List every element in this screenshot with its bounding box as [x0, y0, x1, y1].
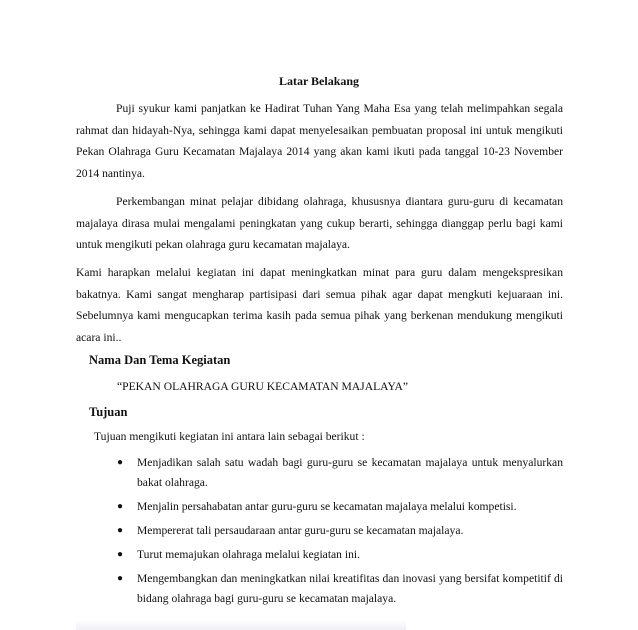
page-bottom-fade: [76, 620, 406, 630]
bullet-icon: ●: [117, 525, 124, 536]
goals-list: [117, 453, 563, 613]
bullet-icon: ●: [117, 549, 124, 560]
list-item: [117, 453, 563, 493]
paragraph-hope: Kami harapkan melalui kegiatan ini dapat meningkatkan minat para guru dalam mengekspresikan bakatnya. Kami sangat mengharap partisipasi dari semua pihak agar dapat mengkuti kejuaraan ini. Sebelumnya kami mengucapkan terima kasih pada semua pihak yang berkenan mendukung mengikuti acara ini..: [76, 266, 563, 344]
bullet-icon: ●: [117, 457, 124, 468]
paragraph-intro: Puji syukur kami panjatkan ke Hadirat Tuhan Yang Maha Esa yang telah melimpahkan segala rahmat dan hidayah-Nya, sehingga kami dapat menyelesaikan pembuatan proposal ini untuk mengikuti Pekan Olahraga Guru Kecamatan Majalaya 2014 yang akan kami ikuti pada tanggal 10-23 November 2014 nantinya.: [76, 102, 563, 180]
list-item: [117, 569, 563, 609]
page-title: Latar Belakang: [278, 74, 360, 88]
section-heading-name-theme: Nama Dan Tema Kegiatan: [89, 353, 231, 367]
section-heading-goals: Tujuan: [89, 405, 128, 419]
list-item-text: Mempererat tali persaudaraan antar guru-guru se kecamatan majalaya.: [137, 524, 464, 537]
list-item-text: Menjalin persahabatan antar guru-guru se kecamatan majalaya melalui kompetisi.: [137, 500, 517, 513]
list-item: [117, 545, 563, 565]
list-item-text: Menjadikan salah satu wadah bagi guru-guru se kecamatan majalaya untuk menyalurkan bakat olahraga.: [137, 456, 563, 489]
paragraph-background: Perkembangan minat pelajar dibidang olahraga, khususnya diantara guru-guru di kecamatan majalaya dirasa mulai mengalami peningkatan yang cukup berarti, sehingga dianggap perlu bagi kami untuk mengikuti pekan olahraga guru kecamatan majalaya.: [76, 195, 563, 251]
event-theme: “PEKAN OLAHRAGA GURU KECAMATAN MAJALAYA”: [117, 380, 409, 393]
list-item-text: Mengembangkan dan meningkatkan nilai kreatifitas dan inovasi yang bersifat kompetitif di bidang olahraga bagi guru-guru se kecamatan majalaya.: [137, 572, 563, 605]
list-item: [117, 521, 563, 541]
bullet-icon: ●: [117, 573, 124, 584]
list-item-text: Turut memajukan olahraga melalui kegiatan ini.: [137, 548, 361, 561]
goals-intro: Tujuan mengikuti kegiatan ini antara lain sebagai berikut :: [94, 430, 365, 443]
bullet-icon: ●: [117, 501, 124, 512]
list-item: [117, 497, 563, 517]
